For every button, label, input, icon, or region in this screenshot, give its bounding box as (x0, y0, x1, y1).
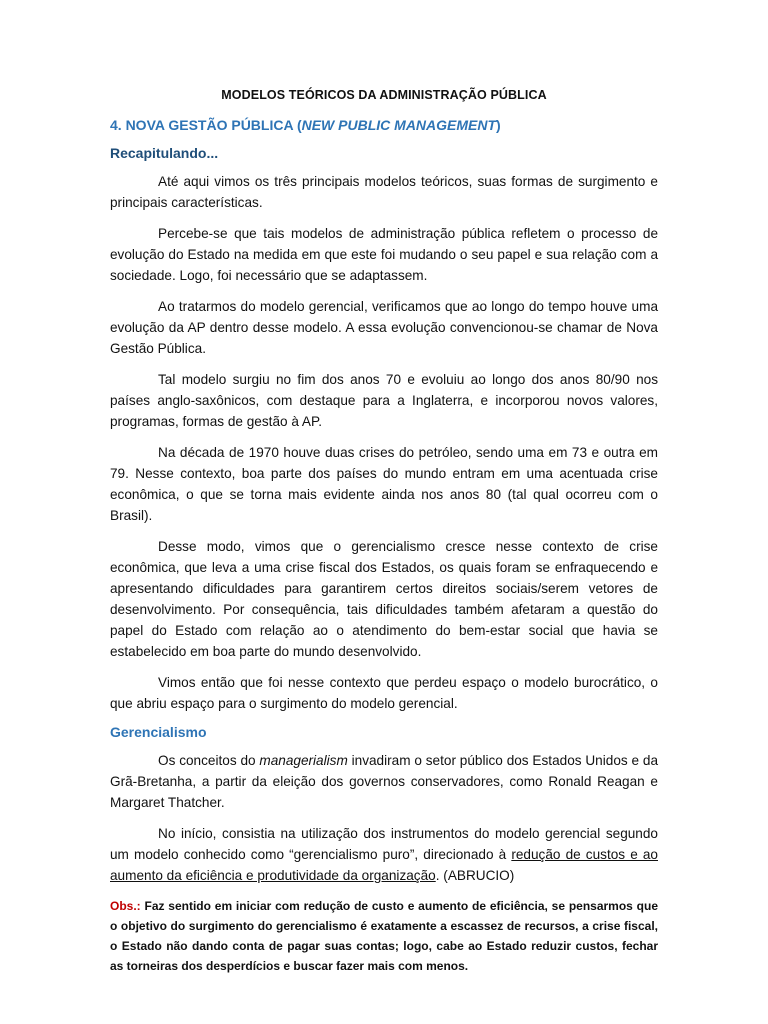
paragraph: Ao tratarmos do modelo gerencial, verificamos que ao longo do tempo houve uma evolução da AP dentro desse modelo. A essa evolução convencionou-se chamar de Nova Gestão Pública. (110, 299, 658, 356)
section-heading-prefix: 4. NOVA GESTÃO PÚBLICA ( (110, 117, 302, 133)
text-segment: Os conceitos do (158, 753, 260, 768)
text-segment: invadiram o setor público dos Estados Unidos e da Grã-Bretanha, a partir da eleição dos governos conservadores, como Ronald Reagan e Margaret Thatcher. (110, 753, 659, 810)
gerencialismo-heading: Gerencialismo (110, 724, 207, 740)
gerencialismo-paragraph-2 (110, 823, 658, 886)
gerencialismo-paragraph-1 (110, 750, 658, 813)
paragraph: Desse modo, vimos que o gerencialismo cresce nesse contexto de crise econômica, que leva a uma crise fiscal dos Estados, os quais foram se enfraquecendo e apresentando dificuldades para garantirem certos direitos sociais/serem vetores de desenvolvimento. Por consequência, tais dificuldades também afetaram a questão do papel do Estado com relação ao o atendimento do bem-estar social que havia se estabelecido em boa parte do mundo desenvolvido. (110, 539, 658, 659)
obs-note (110, 896, 658, 976)
text-segment: . (ABRUCIO) (435, 868, 515, 883)
obs-text: Faz sentido em iniciar com redução de custo e aumento de eficiência, se pensarmos que o objetivo do surgimento do gerencialismo é exatamente a escassez de recursos, a crise fiscal, o Estado não dando conta de pagar suas contas; logo, cabe ao Estado reduzir custos, fechar as torneiras dos desperdícios e buscar fazer mais com menos. (110, 899, 658, 973)
paragraph: Percebe-se que tais modelos de administração pública refletem o processo de evolução do Estado na medida em que este foi mudando o seu papel e sua relação com a sociedade. Logo, foi necessário que se adaptassem. (110, 226, 658, 283)
obs-label: Obs.: (110, 899, 141, 913)
paragraph: Até aqui vimos os três principais modelos teóricos, suas formas de surgimento e principais características. (110, 174, 658, 210)
text-segment: No início, consistia na utilização dos instrumentos do modelo gerencial segundo um modelo conhecido como “gerencialismo puro”, direcionado à (110, 826, 658, 862)
section-heading-italic: NEW PUBLIC MANAGEMENT (301, 117, 497, 133)
document-title: MODELOS TEÓRICOS DA ADMINISTRAÇÃO PÚBLICA (221, 88, 547, 102)
paragraph: Vimos então que foi nesse contexto que perdeu espaço o modelo burocrático, o que abriu espaço para o surgimento do modelo gerencial. (110, 675, 658, 711)
paragraph: Na década de 1970 houve duas crises do petróleo, sendo uma em 73 e outra em 79. Nesse contexto, boa parte dos países do mundo entram em uma acentuada crise econômica, o que se torna mais evidente ainda nos anos 80 (tal qual ocorreu com o Brasil). (110, 445, 658, 523)
italic-term: managerialism (259, 753, 348, 768)
section-heading (110, 117, 658, 133)
recap-heading: Recapitulando... (110, 145, 219, 161)
paragraph: Tal modelo surgiu no fim dos anos 70 e evoluiu ao longo dos anos 80/90 nos países anglo-saxônicos, com destaque para a Inglaterra, e incorporou novos valores, programas, formas de gestão à AP. (110, 372, 658, 429)
section-heading-suffix: ) (496, 117, 501, 133)
underlined-text: redução de custos e ao aumento da eficiência e produtividade da organização (110, 847, 658, 883)
